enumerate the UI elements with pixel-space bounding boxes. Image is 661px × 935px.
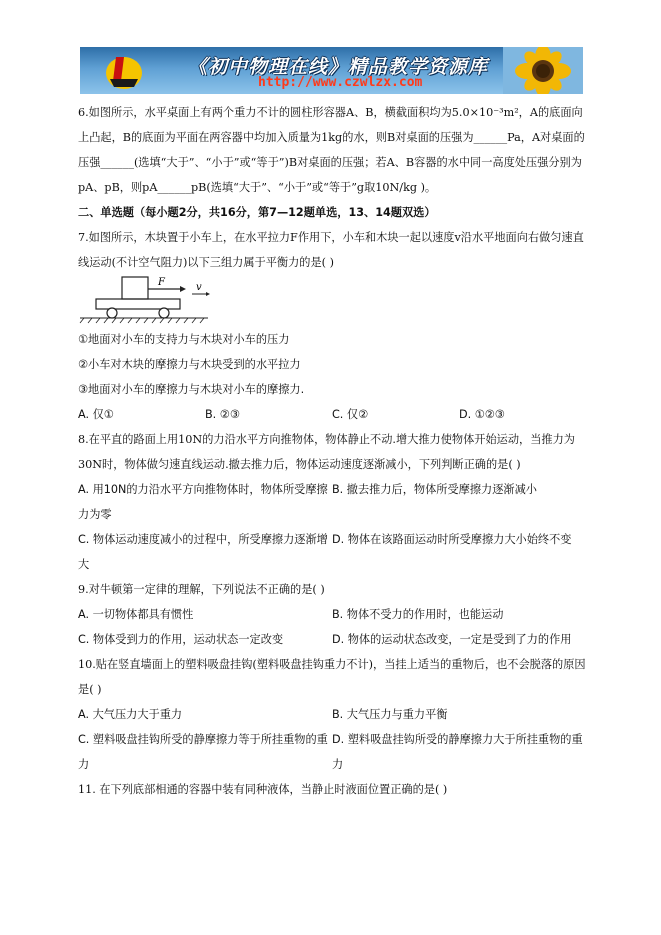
cart-block-figure bbox=[78, 275, 586, 327]
q7-options bbox=[78, 402, 586, 427]
question-10: 10.贴在竖直墙面上的塑料吸盘挂钩(塑料吸盘挂钩重力不计)，当挂上适当的重物后，也不会脱落的原因是( ) bbox=[78, 658, 586, 696]
q7-statement-2: ②小车对木块的摩擦力与木块受到的水平拉力 bbox=[78, 358, 301, 371]
q10-option-a[interactable]: A. 大气压力大于重力 bbox=[78, 708, 183, 721]
logo-icon bbox=[104, 51, 144, 91]
q9-options-cd bbox=[78, 627, 586, 652]
question-7: 7.如图所示，木块置于小车上，在水平拉力F作用下，小车和木块一起以速度v沿水平地面向右做匀速直线运动(不计空气阻力)以下三组力属于平衡力的是( ) bbox=[78, 231, 584, 269]
banner-url[interactable]: http://www.czwlzx.com bbox=[258, 75, 423, 90]
question-6: 6.如图所示，水平桌面上有两个重力不计的圆柱形容器A、B，横截面积均为5.0×10⁻³m²，A的底面向上凸起，B的底面为平面在两容器中均加入质量为1kg的水，则B对桌面的压强为______Pa，A对桌面的压强______(选填“大于”、“小于”或“等于”)B对桌面的压强；若A、B容器的水中同一高度处压强分别为pA、pB，则pA______pB(选填“大于”、“小于”或“等于”g取10N/kg )。 bbox=[78, 106, 585, 194]
q10-option-d[interactable]: D. 塑料吸盘挂钩所受的静摩擦力大于所挂重物的重力 bbox=[332, 733, 583, 771]
q8-option-b[interactable]: B. 撤去推力后，物体所受摩擦力逐渐减小 bbox=[332, 483, 537, 496]
question-11: 11. 在下列底部相通的容器中装有同种液体，当静止时液面位置正确的是( ) bbox=[78, 783, 448, 796]
q8-option-d[interactable]: D. 物体在该路面运动时所受摩擦力大小始终不变 bbox=[332, 533, 572, 546]
q8-options-ab bbox=[78, 477, 586, 527]
q9-option-d[interactable]: D. 物体的运动状态改变，一定是受到了力的作用 bbox=[332, 633, 572, 646]
q7-option-b[interactable]: B. ②③ bbox=[205, 408, 240, 421]
section-title-single-choice: 二、单选题（每小题2分，共16分，第7—12题单选，13、14题双选） bbox=[78, 206, 436, 219]
q10-options-cd bbox=[78, 727, 586, 777]
q9-option-a[interactable]: A. 一切物体都具有惯性 bbox=[78, 608, 194, 621]
force-label: F bbox=[158, 277, 165, 288]
sunflower-icon bbox=[503, 47, 583, 94]
q9-options-ab bbox=[78, 602, 586, 627]
q8-option-c[interactable]: C. 物体运动速度减小的过程中，所受摩擦力逐渐增大 bbox=[78, 533, 328, 571]
question-9: 9.对牛顿第一定律的理解，下列说法不正确的是( ) bbox=[78, 583, 325, 596]
q10-option-b[interactable]: B. 大气压力与重力平衡 bbox=[332, 708, 448, 721]
q10-options-ab bbox=[78, 702, 586, 727]
q8-option-a[interactable]: A. 用10N的力沿水平方向推物体时，物体所受摩擦力为零 bbox=[78, 483, 328, 521]
q9-option-c[interactable]: C. 物体受到力的作用，运动状态一定改变 bbox=[78, 633, 284, 646]
velocity-label: v bbox=[196, 282, 202, 293]
q7-option-d[interactable]: D. ①②③ bbox=[459, 408, 505, 421]
cart-diagram bbox=[78, 275, 308, 327]
q7-option-a[interactable]: A. 仅① bbox=[78, 408, 114, 421]
q8-options-cd bbox=[78, 527, 586, 577]
q7-option-c[interactable]: C. 仅② bbox=[332, 408, 369, 421]
q9-option-b[interactable]: B. 物体不受力的作用时，也能运动 bbox=[332, 608, 504, 621]
header-banner bbox=[80, 47, 583, 94]
q7-statement-3: ③地面对小车的摩擦力与木块对小车的摩擦力. bbox=[78, 383, 305, 396]
question-8: 8.在平直的路面上用10N的力沿水平方向推物体，物体静止不动.增大推力使物体开始运动，当推力为30N时，物体做匀速直线运动.撤去推力后，物体运动速度逐渐减小，下列判断正确的是( ) bbox=[78, 433, 575, 471]
q7-statement-1: ①地面对小车的支持力与木块对小车的压力 bbox=[78, 333, 290, 346]
q10-option-c[interactable]: C. 塑料吸盘挂钩所受的静摩擦力等于所挂重物的重力 bbox=[78, 733, 328, 771]
banner-title: 《初中物理在线》精品教学资源库 bbox=[188, 56, 489, 78]
document-body bbox=[78, 100, 586, 802]
